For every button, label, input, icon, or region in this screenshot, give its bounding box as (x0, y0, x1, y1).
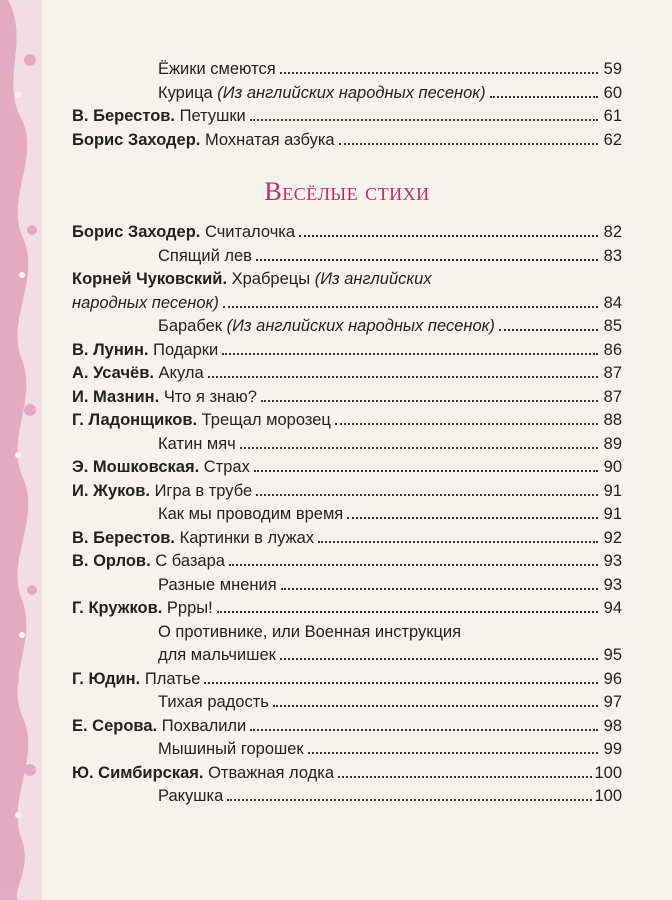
toc-entry (72, 527, 622, 551)
toc-entry (72, 315, 622, 339)
dot-leader (280, 658, 598, 660)
toc-author: Э. Мошковская. (72, 458, 200, 476)
toc-author: А. Усачёв. (72, 364, 154, 382)
toc-title: Похвалили (161, 716, 247, 735)
toc-title: Страх (203, 458, 250, 476)
toc-note: (Из английских (314, 270, 432, 288)
toc-author: В. Берестов. (72, 107, 176, 125)
toc-page-number: 91 (603, 505, 622, 523)
toc-page-number: 84 (603, 293, 622, 312)
toc-author: В. Лунин. (72, 340, 149, 359)
toc-title: Трещал морозец (201, 411, 331, 429)
toc-page-number: 98 (603, 716, 622, 735)
toc-page-number: 91 (603, 481, 622, 500)
toc-title: Отважная лодка (208, 763, 335, 782)
toc-page-number: 96 (603, 669, 622, 688)
toc-title: Считалочка (204, 223, 296, 241)
dot-leader (227, 799, 592, 801)
toc-author: Г. Юдин. (72, 669, 141, 688)
toc-page-number: 100 (594, 763, 622, 782)
dot-leader (490, 96, 598, 98)
toc-entry (72, 386, 622, 410)
dot-leader (250, 119, 598, 121)
toc-author: Г. Кружков. (72, 599, 163, 617)
toc-entry (72, 339, 622, 363)
toc-entry (72, 785, 622, 809)
toc-entry (72, 597, 622, 621)
toc-page-number: 90 (603, 458, 622, 476)
dot-leader (281, 588, 598, 590)
toc-title: Мышиный горошек (158, 740, 304, 758)
toc-entry (72, 268, 622, 315)
toc-title: Храбрецы (231, 270, 311, 288)
toc-entry (72, 668, 622, 692)
toc-title: Катин мяч (158, 434, 236, 453)
toc-page-number: 62 (603, 130, 622, 149)
toc-title: Тихая радость (158, 693, 269, 711)
toc-entry (72, 58, 622, 82)
dot-leader (335, 423, 598, 425)
toc-author: Корней Чуковский. (72, 270, 228, 288)
toc-title: Петушки (179, 107, 246, 125)
toc-entry (72, 550, 622, 574)
toc-title: С базара (155, 552, 225, 570)
toc-page-number: 87 (603, 387, 622, 406)
dot-leader (204, 682, 598, 684)
toc-note: (Из английских народных песенок) (226, 317, 495, 335)
toc-title: Ррры! (166, 599, 213, 617)
dot-leader (347, 517, 598, 519)
toc-title: Платье (144, 669, 201, 688)
toc-entry (72, 221, 622, 245)
toc-title: Ракушка (158, 787, 224, 805)
toc-page-number: 59 (603, 60, 622, 78)
dot-leader (299, 235, 598, 237)
toc-entry (72, 129, 622, 153)
toc-title: Барабек (158, 317, 223, 335)
toc-page-number: 93 (603, 552, 622, 570)
toc-author: Г. Ладонщиков. (72, 411, 198, 429)
toc-entry (72, 691, 622, 715)
toc-title: О противнике, или Военная инструкция (158, 622, 462, 641)
dot-leader (217, 611, 598, 613)
dot-leader (256, 494, 598, 496)
dot-leader (280, 72, 598, 74)
dot-leader (208, 376, 598, 378)
toc-author: Борис Заходер. (72, 130, 201, 149)
toc-author: В. Берестов. (72, 528, 176, 547)
toc-title: Акула (158, 364, 204, 382)
toc-page-number: 87 (603, 364, 622, 382)
toc-entry (72, 574, 622, 598)
dot-leader (261, 400, 598, 402)
dot-leader (338, 776, 592, 778)
toc-title: Как мы проводим время (158, 505, 344, 523)
toc-page-number: 92 (603, 528, 622, 547)
table-of-contents (72, 58, 622, 809)
toc-entry (72, 409, 622, 433)
toc-entry (72, 503, 622, 527)
toc-note: народных песенок) (72, 293, 219, 312)
toc-entry (72, 245, 622, 269)
toc-title: Что я знаю? (163, 387, 257, 406)
dot-leader (499, 329, 598, 331)
dot-leader (256, 259, 598, 261)
toc-entry (72, 715, 622, 739)
dot-leader (240, 447, 598, 449)
section-heading: Весёлые стихи (264, 177, 430, 206)
toc-author: Борис Заходер. (72, 223, 201, 241)
toc-page-number: 86 (603, 340, 622, 359)
toc-author: И. Мазнин. (72, 387, 160, 406)
toc-title: Спящий лев (158, 246, 252, 265)
toc-title: Ёжики смеются (158, 60, 276, 78)
toc-note: (Из английских народных песенок) (217, 83, 486, 102)
toc-author: И. Жуков. (72, 481, 150, 500)
toc-page-number: 95 (603, 646, 622, 664)
toc-entry (72, 105, 622, 129)
toc-entry (72, 762, 622, 786)
toc-entry (72, 456, 622, 480)
toc-entry (72, 433, 622, 457)
toc-author: Ю. Симбирская. (72, 763, 204, 782)
toc-author: Е. Серова. (72, 716, 158, 735)
toc-title: Подарки (153, 340, 219, 359)
toc-title: Игра в трубе (154, 481, 253, 500)
toc-page-number: 82 (603, 223, 622, 241)
toc-title: Мохнатая азбука (204, 130, 335, 149)
toc-entry (72, 362, 622, 386)
dot-leader (318, 541, 598, 543)
toc-entry (72, 480, 622, 504)
dot-leader (339, 143, 598, 145)
toc-entry (72, 738, 622, 762)
dot-leader (273, 705, 598, 707)
toc-page-number: 60 (603, 83, 622, 102)
dot-leader (223, 306, 598, 308)
floral-border-ornament (0, 0, 42, 900)
toc-page-number: 89 (603, 434, 622, 453)
toc-page-number: 88 (603, 411, 622, 429)
toc-title: Разные мнения (158, 575, 277, 594)
toc-title: Картинки в лужах (179, 528, 314, 547)
dot-leader (250, 729, 598, 731)
dot-leader (229, 564, 598, 566)
dot-leader (222, 353, 598, 355)
dot-leader (308, 752, 598, 754)
dot-leader (254, 470, 598, 472)
toc-page-number: 99 (603, 740, 622, 758)
toc-page-number: 83 (603, 246, 622, 265)
toc-page-number: 93 (603, 575, 622, 594)
toc-page-number: 94 (603, 599, 622, 617)
toc-entry (72, 82, 622, 106)
toc-page-number: 97 (603, 693, 622, 711)
toc-page-number: 100 (594, 787, 622, 805)
toc-title: Курица (158, 83, 213, 102)
toc-title: для мальчишек (158, 646, 276, 664)
toc-author: В. Орлов. (72, 552, 151, 570)
toc-page-number: 85 (603, 317, 622, 335)
toc-page-number: 61 (603, 107, 622, 125)
toc-entry (72, 621, 622, 668)
